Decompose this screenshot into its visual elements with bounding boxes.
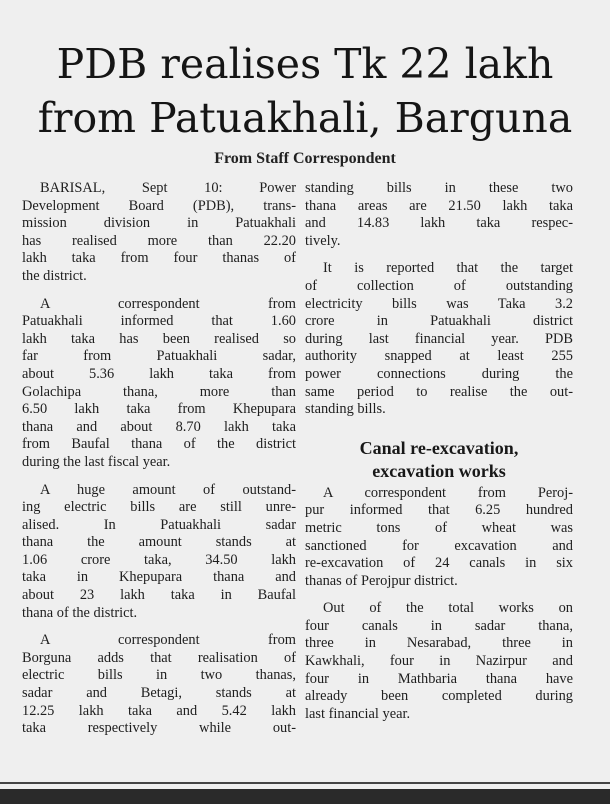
text-line: sadar and Betagi, stands at xyxy=(22,685,296,702)
text-line: thanas of Perojpur district. xyxy=(305,572,458,589)
text-line: pur informed that 6.25 hundred xyxy=(305,502,573,519)
subheading-line: Canal re-excavation, xyxy=(359,437,519,458)
text-line: crore in Patuakhali district xyxy=(305,313,573,330)
text-line: thana of the district. xyxy=(22,604,138,621)
text-line: has realised more than 22.20 xyxy=(22,232,296,249)
paragraph xyxy=(22,180,296,286)
text-line: Out of the total works on xyxy=(323,600,573,617)
text-line: electricity bills was Taka 3.2 xyxy=(305,295,573,312)
paragraph xyxy=(22,296,296,472)
text-line: Kawkhali, four in Nazirpur and xyxy=(305,653,573,670)
text-line: four in Mathbaria thana have xyxy=(305,670,573,687)
subheading xyxy=(305,437,573,483)
text-line: Borguna adds that realisation of xyxy=(22,649,296,666)
text-line: lakh taka has been realised so xyxy=(22,330,296,347)
text-line: already been completed during xyxy=(305,688,573,705)
paragraph xyxy=(305,180,573,250)
text-line: mission division in Patuakhali xyxy=(22,215,296,232)
text-line: from Baufal thana of the district xyxy=(22,436,296,453)
paragraph xyxy=(305,600,573,723)
text-line: It is reported that the target xyxy=(323,260,573,277)
text-line: the district. xyxy=(22,267,87,284)
text-line: about 5.36 lakh taka from xyxy=(22,365,296,382)
byline: From Staff Correspondent xyxy=(214,150,396,167)
text-line: lakh taka from four thanas of xyxy=(22,250,296,267)
text-line: Patuakhali informed that 1.60 xyxy=(22,313,296,330)
text-line: A correspondent from xyxy=(40,632,296,649)
column-rule xyxy=(0,782,610,784)
text-line: authority snapped at least 255 xyxy=(305,348,573,365)
text-line: thana and about 8.70 lakh taka xyxy=(22,418,296,435)
text-line: A huge amount of outstand- xyxy=(40,481,296,498)
text-line: last financial year. xyxy=(305,705,411,722)
headline xyxy=(0,37,610,145)
text-line: four canals in sadar thana, xyxy=(305,617,573,634)
text-line: about 23 lakh taka in Baufal xyxy=(22,587,296,604)
text-line: alised. In Patuakhali sadar xyxy=(22,516,296,533)
text-line: of collection of outstanding xyxy=(305,277,573,294)
text-line: 6.50 lakh taka from Khepupara xyxy=(22,401,296,418)
text-line: during last financial year. PDB xyxy=(305,330,573,347)
right-column xyxy=(305,180,573,733)
bottom-border xyxy=(0,789,610,804)
text-line: thana the amount stands at xyxy=(22,534,296,551)
text-line: taka respectively while out- xyxy=(22,720,296,737)
text-line: during the last fiscal year. xyxy=(22,453,171,470)
text-line: far from Patuakhali sadar, xyxy=(22,348,296,365)
text-line: ing electric bills are still unre- xyxy=(22,499,296,516)
text-line: Development Board (PDB), trans- xyxy=(22,197,296,214)
text-line: re-excavation of 24 canals in six xyxy=(305,555,573,572)
paragraph xyxy=(22,632,296,738)
text-line: standing bills. xyxy=(305,401,386,418)
text-line: BARISAL, Sept 10: Power xyxy=(40,180,296,196)
text-line: tively. xyxy=(305,232,341,249)
text-line: and 14.83 lakh taka respec- xyxy=(305,215,573,232)
text-line: three in Nesarabad, three in xyxy=(305,635,573,652)
paragraph xyxy=(305,485,573,591)
headline-line: PDB realises Tk 22 lakh xyxy=(56,40,554,89)
text-line: thana areas are 21.50 lakh taka xyxy=(305,197,573,214)
text-line: standing bills in these two xyxy=(305,180,573,196)
text-line: metric tons of wheat was xyxy=(305,519,573,536)
text-line: A correspondent from xyxy=(40,295,296,312)
paragraph xyxy=(22,482,296,623)
headline-line: from Patuakhali, Barguna xyxy=(37,94,573,143)
text-line: taka in Khepupara thana and xyxy=(22,569,296,586)
text-line: 1.06 crore taka, 34.50 lakh xyxy=(22,551,296,568)
text-line: sanctioned for excavation and xyxy=(305,537,573,554)
text-line: power connections during the xyxy=(305,365,573,382)
text-line: same period to realise the out- xyxy=(305,383,573,400)
text-line: 12.25 lakh taka and 5.42 lakh xyxy=(22,702,296,719)
text-line: Golachipa thana, more than xyxy=(22,383,296,400)
subheading-line: excavation works xyxy=(372,460,506,481)
text-line: electric bills in two thanas, xyxy=(22,667,296,684)
text-line: A correspondent from Peroj- xyxy=(323,484,573,501)
paragraph xyxy=(305,260,573,418)
left-column xyxy=(22,180,296,748)
